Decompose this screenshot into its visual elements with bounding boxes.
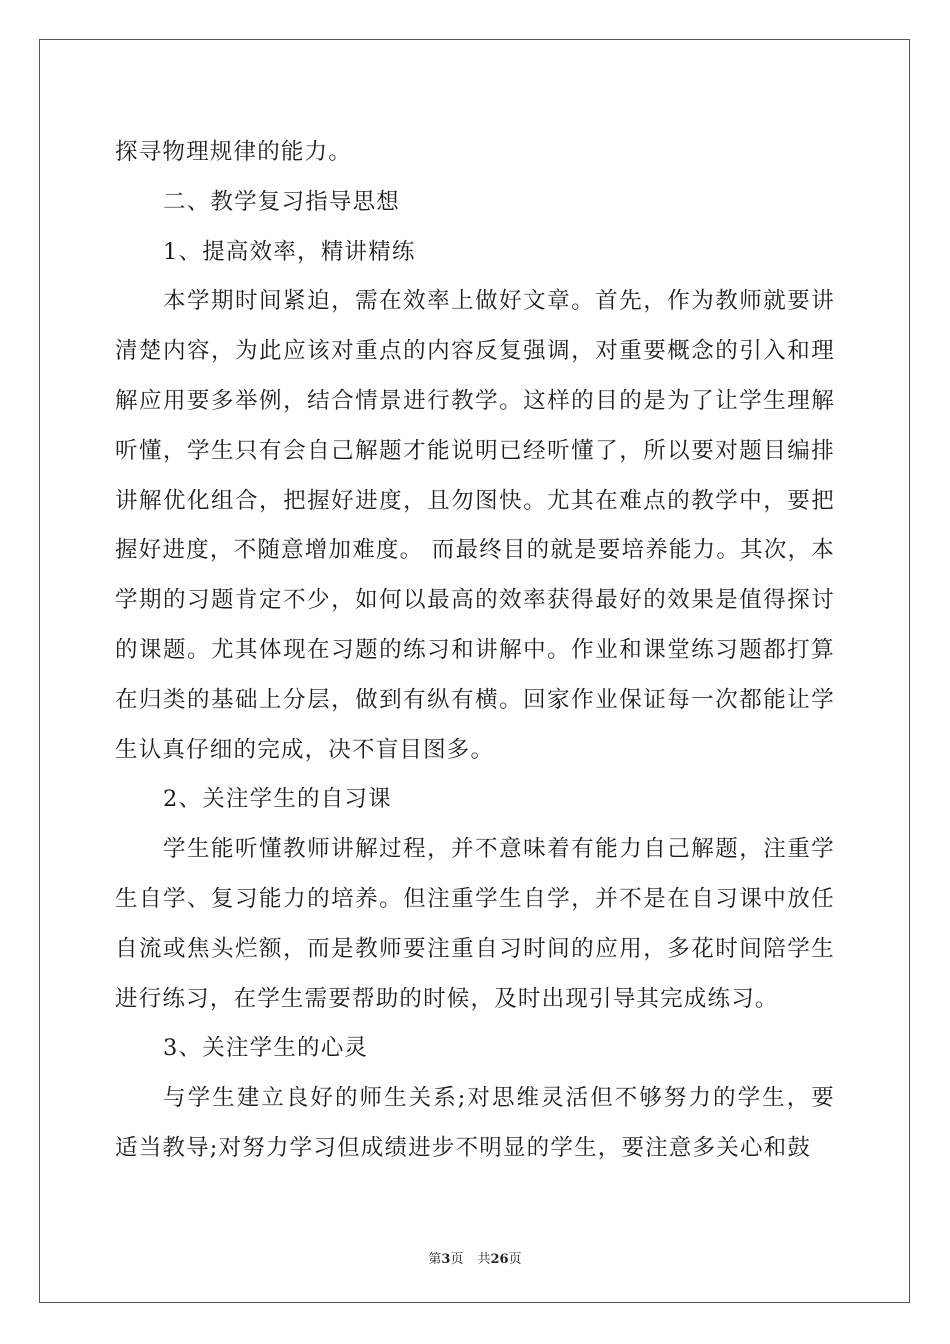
section-heading: 二、教学复习指导思想 [163, 188, 401, 215]
total-prefix: 共 [477, 1252, 491, 1267]
paragraph-continuation: 探寻物理规律的能力。 [115, 139, 353, 165]
total-suffix: 页 [508, 1252, 522, 1267]
total-pages: 26 [490, 1252, 509, 1267]
paragraph-efficiency: 本学期时间紧迫，需在效率上做好文章。首先，作为教师就要讲清楚内容，为此应该对重点的内容反复强调，对重要概念的引入和理解应用要多举例，结合情景进行教学。这样的目的是为了让学生理解听懂，学生只有会自己解题才能说明已经听懂了，所以要对题目编排讲解优化组合，把握好进度，且勿图快。尤其在难点的教学中，要把握好进度，不随意增加难度。 而最终目的就是要培养能力。其次，本学期的习题肯定不少，如何以最高的效率获得最好的效果是值得探讨的课题。尤其体现在习题的练习和讲解中。作业和课堂练习题都打算在归类的基础上分层，做到有纵有横。回家作业保证每一次都能让学生认真仔细的完成，决不盲目图多。 [115, 288, 835, 763]
page-suffix: 页 [450, 1252, 464, 1267]
subheading-2: 2、关注学生的自习课 [163, 786, 392, 813]
document-body [115, 128, 835, 1174]
subheading-3: 3、关注学生的心灵 [163, 1035, 369, 1062]
subheading-1: 1、提高效率，精讲精练 [163, 238, 416, 265]
paragraph-mind: 与学生建立良好的师生关系;对思维灵活但不够努力的学生，要适当教导;对努力学习但成绩进步不明显的学生，要注意多关心和鼓 [115, 1085, 835, 1161]
page-footer [0, 1248, 950, 1267]
paragraph-self-study: 学生能听懂教师讲解过程，并不意味着有能力自己解题，注重学生自学、复习能力的培养。但注重学生自学，并不是在自习课中放任自流或焦头烂额，而是教师要注重自习时间的应用，多花时间陪学生进行练习，在学生需要帮助的时候，及时出现引导其完成练习。 [115, 836, 835, 1012]
page-number: 3 [441, 1252, 451, 1267]
page-prefix: 第 [428, 1252, 442, 1267]
